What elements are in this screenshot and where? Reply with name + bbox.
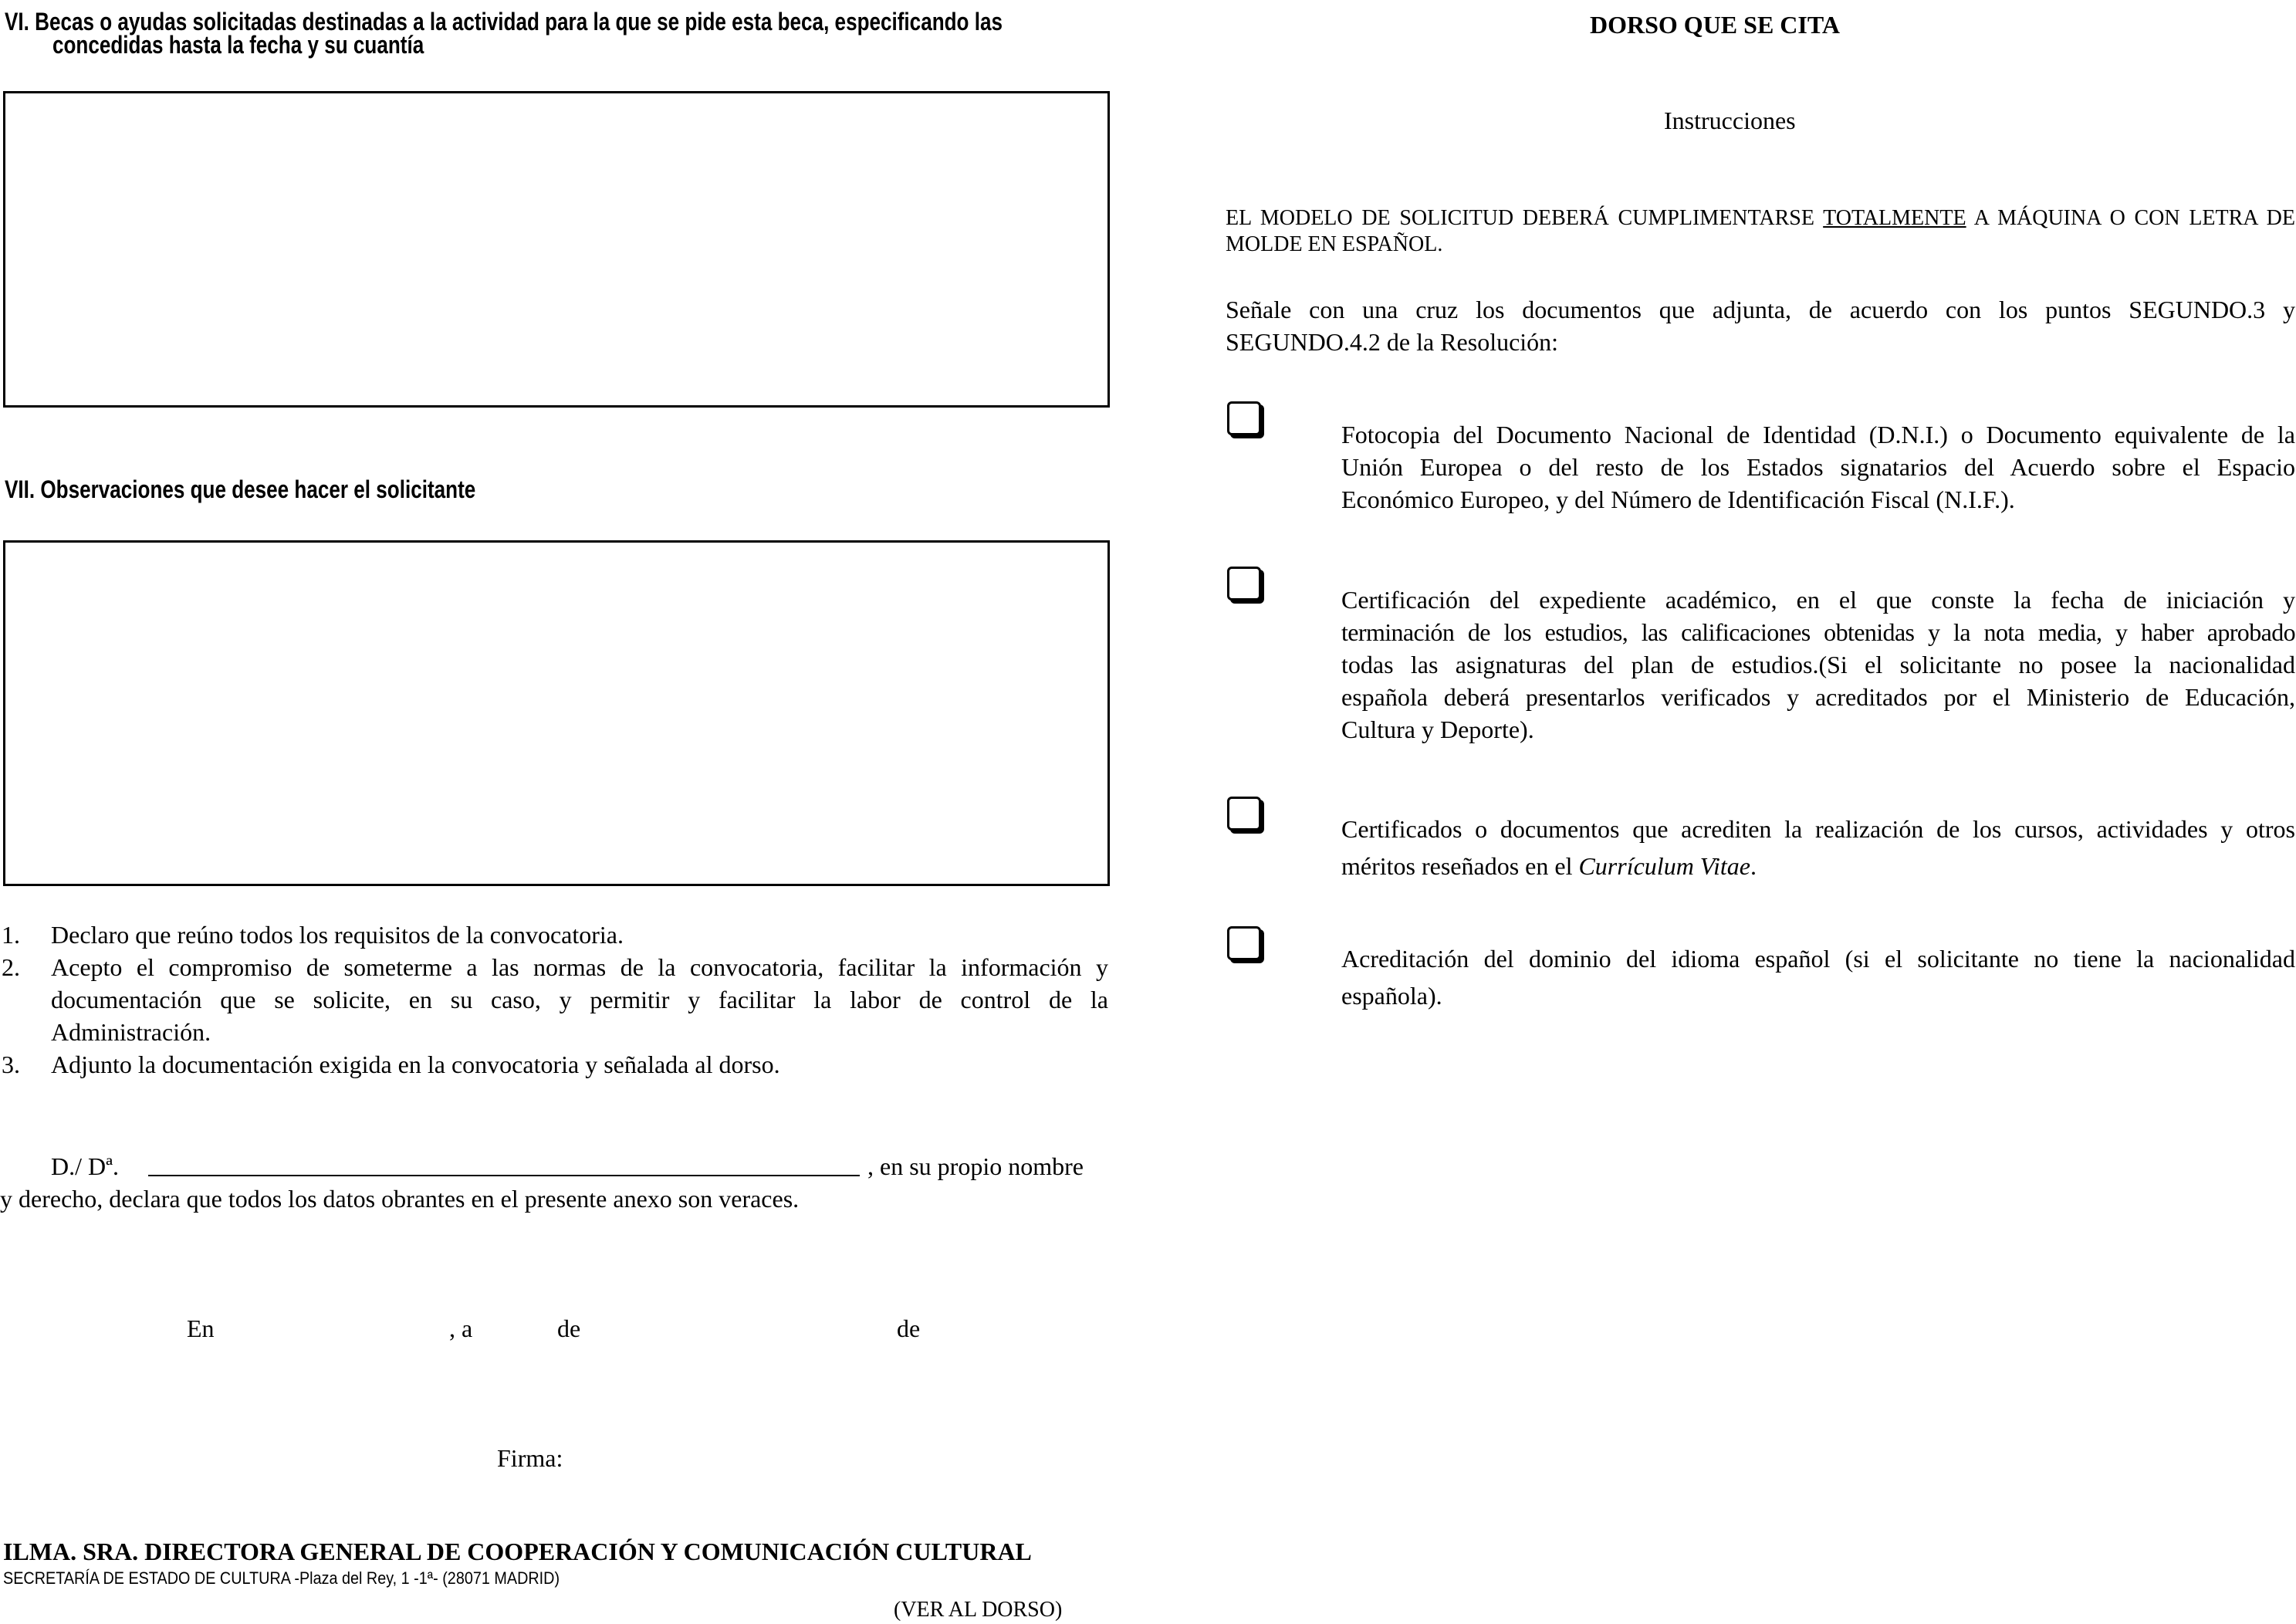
checklist-item-text: Acreditación del dominio del idioma español (si el solicitante no tiene la nacionalidad <box>1341 945 2295 973</box>
declaration-text: documentación que se solicite, en su caso, y permitir y facilitar la labor de control de la <box>51 986 1108 1013</box>
caps-notice-line1 <box>1226 205 2295 232</box>
intro-line2: SEGUNDO.4.2 de la Resolución: <box>1226 328 1559 356</box>
intro-text <box>1226 293 2295 358</box>
curriculum-vitae-term: Currículum Vitae <box>1578 852 1750 880</box>
see-reverse-note: (VER AL DORSO) <box>894 1598 1063 1622</box>
date-de-label-1: de <box>557 1314 581 1342</box>
signature-label: Firma: <box>497 1444 563 1472</box>
addressee-address <box>3 1568 560 1589</box>
checkbox-dni[interactable] <box>1227 401 1261 435</box>
date-a-label: , a <box>449 1314 473 1342</box>
caps-notice-line2: MOLDE EN ESPAÑOL. <box>1226 232 1443 256</box>
name-input-line[interactable] <box>148 1175 860 1176</box>
date-en-label: En <box>187 1314 215 1342</box>
caps-notice-text: EL MODELO DE SOLICITUD DEBERÁ CUMPLIMENTARSE <box>1226 206 1824 230</box>
section-6-answer-box[interactable] <box>3 91 1110 408</box>
declaration-text: Adjunto la documentación exigida en la convocatoria y señalada al dorso. <box>51 1051 780 1078</box>
checklist-item-dni <box>1341 418 2295 516</box>
declaration-number: 3. <box>2 1051 20 1078</box>
addressee-department: SECRETARÍA DE ESTADO DE CULTURA <box>3 1568 295 1588</box>
caps-notice-text: A MÁQUINA O CON LETRA DE <box>1966 206 2296 230</box>
caps-notice <box>1226 205 2295 258</box>
instructions-subtitle: Instrucciones <box>1664 107 1796 134</box>
checklist-item-text: Certificación del expediente académico, en el que conste la fecha de iniciación y <box>1341 586 2295 614</box>
checkbox-course-certificates[interactable] <box>1227 797 1261 831</box>
date-de-label-2: de <box>897 1314 921 1342</box>
checklist-item-text <box>1341 848 2295 885</box>
reverse-title: DORSO QUE SE CITA <box>1590 11 1840 39</box>
section-6-heading-line2: concedidas hasta la fecha y su cuantía <box>52 31 424 59</box>
declaration-text: Administración. <box>51 1018 211 1046</box>
name-prefix: D./ Dª. <box>51 1152 119 1180</box>
section-7-heading: VII. Observaciones que desee hacer el solicitante <box>5 475 476 503</box>
declaration-number: 1. <box>2 921 20 949</box>
checklist-item-academic-record <box>1341 584 2295 746</box>
checklist-item-course-certificates <box>1341 810 2295 885</box>
checklist-item-text: todas las asignaturas del plan de estudios.(Si el solicitante no posee la nacionalidad <box>1341 651 2295 678</box>
checklist-item-text-part: . <box>1750 852 1757 880</box>
declaration-number: 2. <box>2 953 20 981</box>
checklist-item-text: española). <box>1341 982 1442 1010</box>
section-6-heading-line1: VI. Becas o ayudas solicitadas destinadas a la actividad para la que se pide esta beca, especificando las <box>5 8 1003 36</box>
intro-line1: Señale con una cruz los documentos que adjunta, de acuerdo con los puntos SEGUNDO.3 y <box>1226 296 2295 323</box>
declaration-text: Acepto el compromiso de someterme a las normas de la convocatoria, facilitar la información y <box>51 953 1108 981</box>
checkbox-academic-record[interactable] <box>1227 567 1261 601</box>
declaration-text: Declaro que reúno todos los requisitos de la convocatoria. <box>51 921 624 949</box>
checklist-item-text: Cultura y Deporte). <box>1341 716 1534 743</box>
caps-notice-emphasis: TOTALMENTE <box>1823 206 1966 230</box>
name-declaration-line2: y derecho, declara que todos los datos obrantes en el presente anexo son veraces. <box>0 1185 800 1213</box>
checkbox-spanish-proficiency[interactable] <box>1227 926 1261 960</box>
checklist-item-text: Certificados o documentos que acrediten la realización de los cursos, actividades y otros <box>1341 815 2295 843</box>
checklist-item-text-part: méritos reseñados en el <box>1341 852 1579 880</box>
checklist-item-text: española deberá presentarlos verificados y acreditados por el Ministerio de Educación, <box>1341 683 2295 711</box>
declarations-list <box>0 919 1108 1081</box>
declaration-item-3 <box>0 1048 1108 1081</box>
declaration-item-2 <box>0 951 1108 1048</box>
section-7-answer-box[interactable] <box>3 540 1110 886</box>
checklist-item-text: Unión Europea o del resto de los Estados signatarios del Acuerdo sobre el Espacio <box>1341 453 2295 481</box>
checklist-item-spanish-proficiency <box>1341 940 2295 1014</box>
addressee-title: ILMA. SRA. DIRECTORA GENERAL DE COOPERACIÓN Y COMUNICACIÓN CULTURAL <box>3 1538 1032 1565</box>
declaration-item-1 <box>0 919 1108 951</box>
checklist-item-text: Económico Europeo, y del Número de Identificación Fiscal (N.I.F.). <box>1341 486 2015 513</box>
checklist-item-text: Fotocopia del Documento Nacional de Identidad (D.N.I.) o Documento equivalente de la <box>1341 421 2295 448</box>
addressee-street: -Plaza del Rey, 1 -1ª- (28071 MADRID) <box>294 1568 560 1588</box>
checklist-item-text: terminación de los estudios, las calificaciones obtenidas y la nota media, y haber aprobado <box>1341 618 2295 646</box>
name-suffix: , en su propio nombre <box>867 1152 1084 1180</box>
